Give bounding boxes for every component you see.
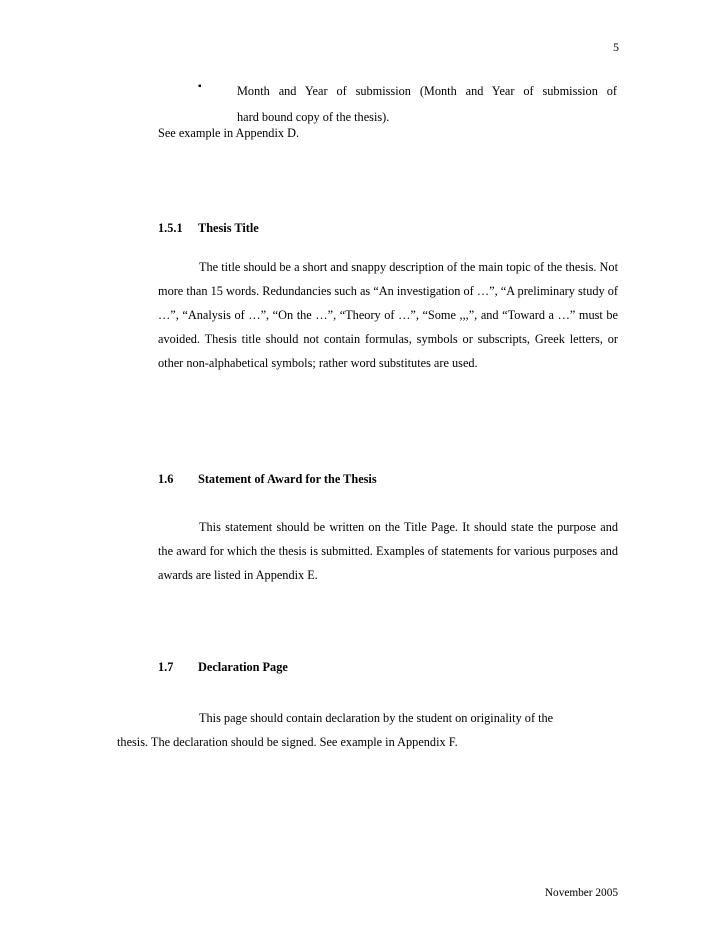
section-heading-1-7 <box>158 660 288 675</box>
square-bullet-icon: ▪ <box>198 81 202 92</box>
section-title: Thesis Title <box>198 221 259 235</box>
section-number: 1.7 <box>158 660 174 674</box>
section-heading-1-5-1 <box>158 221 259 236</box>
section-number: 1.5.1 <box>158 221 183 235</box>
section-number: 1.6 <box>158 472 174 486</box>
award-statement-paragraph: This statement should be written on the Title Page. It should state the purpose and the award for which the thesis is submitted. Examples of statements for various purposes and awards are listed in Appendix E. <box>158 520 618 582</box>
section-title: Statement of Award for the Thesis <box>198 472 377 486</box>
page-number: 5 <box>613 40 619 54</box>
bullet-line-2: hard bound copy of the thesis). <box>237 110 390 124</box>
bullet-line-1: Month and Year of submission (Month and Year of submission of <box>237 84 617 98</box>
declaration-paragraph <box>117 706 618 754</box>
section-heading-1-6 <box>158 472 377 487</box>
section-title: Declaration Page <box>198 660 288 674</box>
footer-date: November 2005 <box>544 887 618 899</box>
appendix-d-reference: See example in Appendix D. <box>158 126 300 140</box>
declaration-line-2: thesis. The declaration should be signed. See example in Appendix F. <box>117 735 458 749</box>
thesis-title-paragraph: The title should be a short and snappy description of the main topic of the thesis. Not more than 15 words. Redundancies such as “An investigation of …”, “A preliminary study of …”, “Analysis of …”, “On the …”, “Theory of …”, “Some ,,,”, and “Toward a …” must be avoided. Thesis title should not contain formulas, symbols or subscripts, Greek letters, or other non-alphabetical symbols; rather word substitutes are used. <box>158 260 618 370</box>
declaration-line-1: This page should contain declaration by the student on originality of the <box>199 711 554 725</box>
